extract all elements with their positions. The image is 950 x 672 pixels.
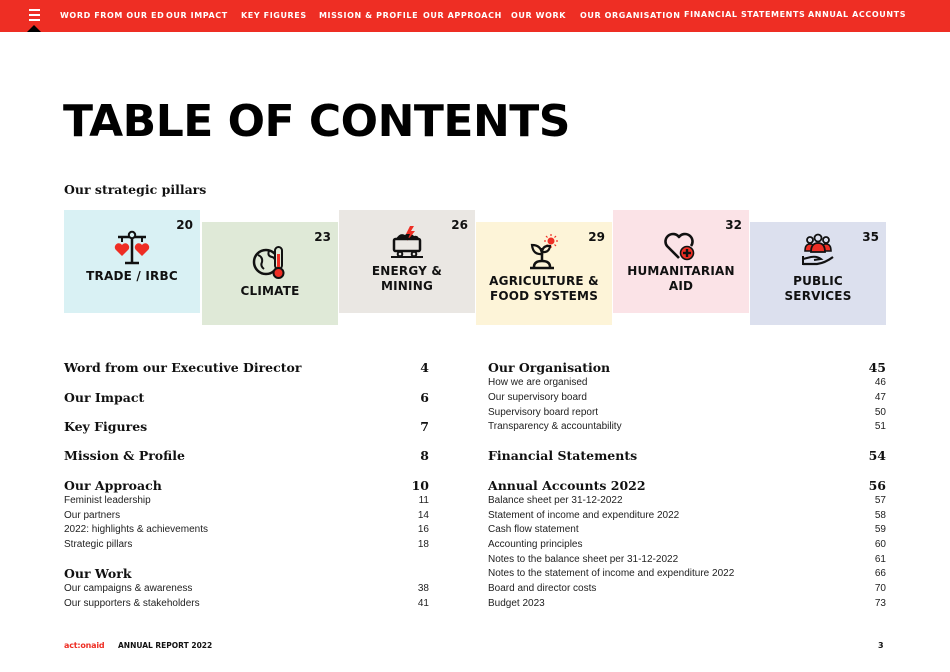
page-number: 3 [878,641,884,650]
hand-people-icon [799,232,837,268]
toc-entry-annual-accounts[interactable]: Annual Accounts 2022 [488,478,646,493]
toc-page-number: 66 [874,568,886,579]
pillar-page-number: 35 [862,230,879,244]
toc-sub-feminist-leadership[interactable]: Feminist leadership [64,495,151,506]
pillar-label [750,274,886,304]
heart-medical-icon [662,228,700,264]
top-nav-bar [0,0,950,32]
nav-mission-profile[interactable]: MISSION & PROFILE [319,11,419,20]
toc-entry-key-figures[interactable]: Key Figures [64,419,148,434]
pillar-label [476,274,612,304]
nav-annual-accounts[interactable]: ANNUAL ACCOUNTS [808,10,907,19]
pillar-page-number: 29 [588,230,605,244]
pillar-page-number: 26 [451,218,468,232]
toc-entry-our-impact[interactable]: Our Impact [64,390,145,405]
toc-sub-accounting-principles[interactable]: Accounting principles [488,539,583,550]
toc-page-number: 58 [874,510,886,521]
toc-entry-financial-statements[interactable]: Financial Statements [488,448,638,463]
toc-page-number: 61 [874,554,886,565]
toc-page-number: 10 [411,478,429,493]
pillar-climate[interactable] [202,222,338,325]
pillar-public-services[interactable] [750,222,886,325]
pillar-label-line: PUBLIC [793,274,843,288]
pillar-label-line: HUMANITARIAN [627,264,735,278]
toc-page-number: 70 [874,583,886,594]
footer-report-title: ANNUAL REPORT 2022 [118,641,213,650]
toc-sub-supervisory-board-report[interactable]: Supervisory board report [488,407,599,418]
toc-entry-mission-profile[interactable]: Mission & Profile [64,448,185,463]
pillar-trade-irbc[interactable] [64,210,200,313]
hamburger-menu-button[interactable] [24,9,44,23]
strategic-pillars-heading: Our strategic pillars [64,182,207,197]
toc-page-number: 4 [420,360,429,375]
toc-sub-highlights-achievements[interactable]: 2022: highlights & achievements [64,524,208,535]
pillar-label-line: FOOD SYSTEMS [489,289,599,303]
toc-page-number: 54 [868,448,886,463]
sprout-sun-icon [525,234,563,270]
toc-page-number: 47 [874,392,886,403]
page-title: TABLE OF CONTENTS [63,96,570,147]
nav-our-impact[interactable]: OUR IMPACT [166,11,228,20]
nav-word-from-our-ed[interactable]: WORD FROM OUR ED [60,11,165,20]
globe-thermometer-icon [251,244,289,280]
toc-entry-word-from-ed[interactable]: Word from our Executive Director [64,360,302,375]
toc-page-number: 14 [417,510,429,521]
toc-sub-transparency[interactable]: Transparency & accountability [488,421,622,432]
pillar-label-line: AID [668,279,694,293]
pillar-label [613,264,749,294]
toc-sub-budget[interactable]: Budget 2023 [488,598,545,609]
toc-page-number: 50 [874,407,886,418]
pillar-agriculture-food-systems[interactable] [476,222,612,325]
pillar-label-line: SERVICES [784,289,852,303]
toc-page-number: 16 [417,524,429,535]
toc-sub-cash-flow[interactable]: Cash flow statement [488,524,579,535]
scales-hearts-icon [113,230,151,266]
hamburger-icon [29,9,40,11]
pillar-label [339,264,475,294]
toc-page-number: 46 [874,377,886,388]
toc-page-number: 57 [874,495,886,506]
nav-key-figures[interactable]: KEY FIGURES [241,11,307,20]
mine-cart-lightning-icon [388,224,426,260]
pillar-label-line: MINING [380,279,433,293]
pillar-page-number: 23 [314,230,331,244]
toc-page-number: 73 [874,598,886,609]
toc-sub-notes-balance-sheet[interactable]: Notes to the balance sheet per 31-12-2022 [488,554,679,565]
pillar-label-line: ENERGY & [371,264,443,278]
toc-sub-our-partners[interactable]: Our partners [64,510,121,521]
toc-page-number: 41 [417,598,429,609]
toc-entry-our-organisation[interactable]: Our Organisation [488,360,611,375]
toc-sub-board-director-costs[interactable]: Board and director costs [488,583,597,594]
toc-page-number: 45 [868,360,886,375]
toc-page-number: 38 [417,583,429,594]
pillar-page-number: 32 [725,218,742,232]
toc-page-number: 51 [874,421,886,432]
pillar-energy-mining[interactable] [339,210,475,313]
toc-sub-balance-sheet[interactable]: Balance sheet per 31-12-2022 [488,495,623,506]
toc-page-number: 8 [420,448,429,463]
hamburger-icon-line [29,14,40,16]
pillar-page-number: 20 [176,218,193,232]
menu-caret-icon [27,25,41,32]
toc-page-number: 56 [868,478,886,493]
toc-sub-income-expenditure[interactable]: Statement of income and expenditure 2022 [488,510,680,521]
toc-page-number: 11 [418,495,429,506]
toc-page-number: 18 [417,539,429,550]
nav-our-work[interactable]: OUR WORK [511,11,567,20]
toc-sub-strategic-pillars[interactable]: Strategic pillars [64,539,133,550]
toc-page-number: 6 [420,390,429,405]
nav-financial-statements[interactable]: FINANCIAL STATEMENTS [684,10,806,19]
toc-page-number: 59 [874,524,886,535]
pillar-humanitarian-aid[interactable] [613,210,749,313]
toc-page-number: 7 [420,419,429,434]
toc-sub-notes-income-expenditure[interactable]: Notes to the statement of income and expenditure 2022 [488,568,735,579]
toc-sub-supervisory-board[interactable]: Our supervisory board [488,392,587,403]
toc-page-number: 60 [874,539,886,550]
pillar-label-line: AGRICULTURE & [489,274,599,288]
nav-our-approach[interactable]: OUR APPROACH [423,11,502,20]
toc-entry-our-work[interactable]: Our Work [64,566,132,581]
pillar-label: CLIMATE [240,284,300,298]
hamburger-icon-line [29,19,40,21]
toc-sub-how-organised[interactable]: How we are organised [488,377,588,388]
actionaid-logo: act:onaid [64,641,105,650]
toc-sub-supporters-stakeholders[interactable]: Our supporters & stakeholders [64,598,200,609]
toc-entry-our-approach[interactable]: Our Approach [64,478,162,493]
pillar-label: TRADE / IRBC [86,269,178,283]
toc-sub-campaigns-awareness[interactable]: Our campaigns & awareness [64,583,193,594]
nav-our-organisation[interactable]: OUR ORGANISATION [580,11,681,20]
